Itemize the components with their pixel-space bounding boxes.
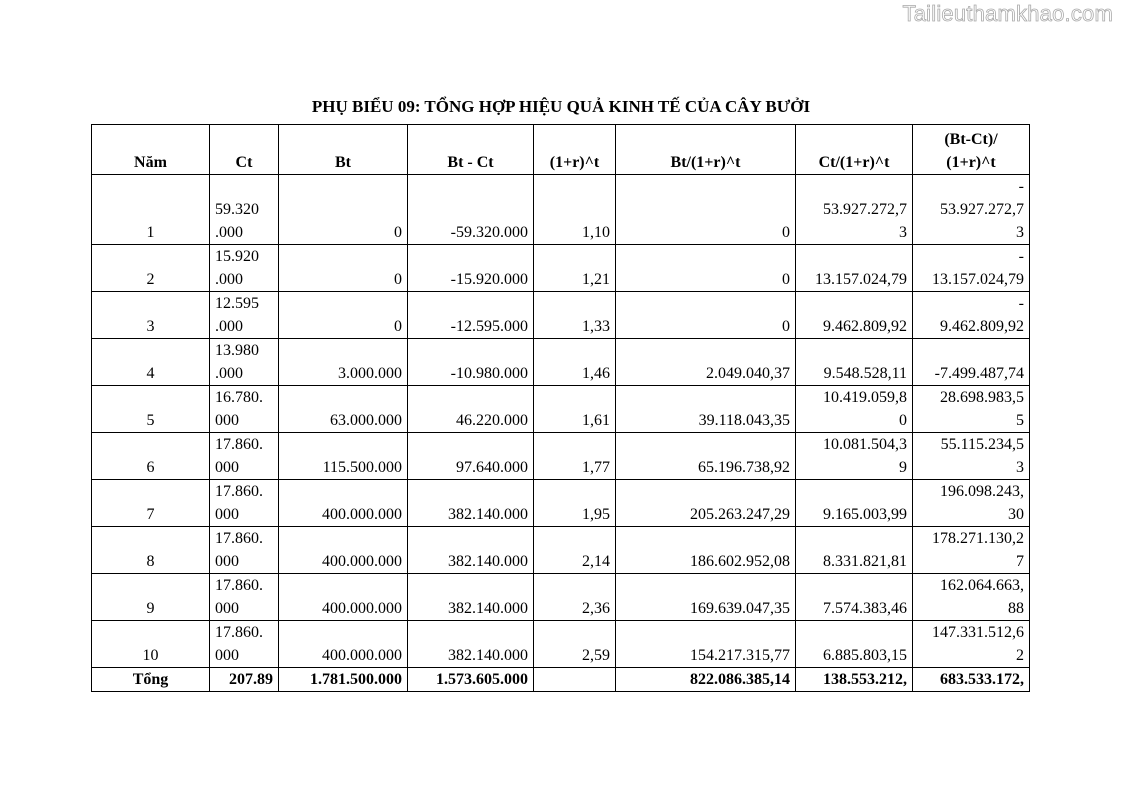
table-row (92, 480, 1030, 527)
cell-bt-discounted: 169.639.047,35 (616, 574, 796, 621)
cell-ct: 12.595 .000 (210, 292, 279, 339)
table-row (92, 527, 1030, 574)
cell-net-discounted: -7.499.487,74 (913, 339, 1030, 386)
cell-year: 10 (92, 621, 210, 668)
cell-bt-discounted: 0 (616, 292, 796, 339)
cell-bt-minus-ct: -10.980.000 (408, 339, 534, 386)
total-bt-discounted: 822.086.385,14 (616, 668, 796, 692)
cell-bt-discounted: 2.049.040,37 (616, 339, 796, 386)
cell-year: 6 (92, 433, 210, 480)
cell-bt-discounted: 39.118.043,35 (616, 386, 796, 433)
cell-year: 9 (92, 574, 210, 621)
header-discount-factor: (1+r)^t (534, 125, 616, 175)
table-row (92, 292, 1030, 339)
cell-discount-factor: 2,36 (534, 574, 616, 621)
total-net-discounted: 683.533.172, (913, 668, 1030, 692)
cell-net-discounted: 178.271.130,2 7 (913, 527, 1030, 574)
cell-ct-discounted: 10.081.504,3 9 (796, 433, 913, 480)
cell-bt-minus-ct: -12.595.000 (408, 292, 534, 339)
cell-year: 2 (92, 245, 210, 292)
table-row (92, 386, 1030, 433)
header-nam: Năm (92, 125, 210, 175)
cell-net-discounted: 147.331.512,6 2 (913, 621, 1030, 668)
cell-bt: 400.000.000 (279, 527, 408, 574)
cell-bt-discounted: 154.217.315,77 (616, 621, 796, 668)
watermark: Tailieuthamkhao.com (902, 1, 1113, 26)
cell-bt-minus-ct: 382.140.000 (408, 527, 534, 574)
table-row (92, 574, 1030, 621)
cell-discount-factor: 1,21 (534, 245, 616, 292)
total-ct: 207.89 (210, 668, 279, 692)
total-bt-minus-ct: 1.573.605.000 (408, 668, 534, 692)
table-row (92, 245, 1030, 292)
cell-ct: 17.860. 000 (210, 527, 279, 574)
cell-ct-discounted: 6.885.803,15 (796, 621, 913, 668)
cell-net-discounted: 162.064.663, 88 (913, 574, 1030, 621)
cell-bt-minus-ct: 46.220.000 (408, 386, 534, 433)
cell-ct-discounted: 9.548.528,11 (796, 339, 913, 386)
cell-bt: 0 (279, 245, 408, 292)
cell-bt: 63.000.000 (279, 386, 408, 433)
cell-bt: 400.000.000 (279, 480, 408, 527)
cell-bt: 400.000.000 (279, 621, 408, 668)
cell-discount-factor: 2,59 (534, 621, 616, 668)
header-row (92, 125, 1030, 175)
cell-ct: 17.860. 000 (210, 621, 279, 668)
cell-net-discounted: 196.098.243, 30 (913, 480, 1030, 527)
table-row (92, 433, 1030, 480)
cell-bt: 0 (279, 175, 408, 245)
cell-discount-factor: 1,61 (534, 386, 616, 433)
cell-bt-minus-ct: -59.320.000 (408, 175, 534, 245)
cell-year: 3 (92, 292, 210, 339)
header-ct: Ct (210, 125, 279, 175)
cell-bt-minus-ct: 382.140.000 (408, 574, 534, 621)
cell-bt-discounted: 65.196.738,92 (616, 433, 796, 480)
header-bt-discounted: Bt/(1+r)^t (616, 125, 796, 175)
cell-year: 5 (92, 386, 210, 433)
cell-ct-discounted: 53.927.272,7 3 (796, 175, 913, 245)
cell-ct-discounted: 13.157.024,79 (796, 245, 913, 292)
cell-ct: 17.860. 000 (210, 433, 279, 480)
cell-bt: 115.500.000 (279, 433, 408, 480)
cell-net-discounted: 28.698.983,5 5 (913, 386, 1030, 433)
cell-discount-factor: 1,33 (534, 292, 616, 339)
cell-ct-discounted: 10.419.059,8 0 (796, 386, 913, 433)
total-label: Tổng (92, 668, 210, 692)
cell-ct-discounted: 7.574.383,46 (796, 574, 913, 621)
cell-ct: 17.860. 000 (210, 480, 279, 527)
cell-ct-discounted: 9.462.809,92 (796, 292, 913, 339)
economic-efficiency-table (91, 124, 1030, 692)
cell-ct-discounted: 8.331.821,81 (796, 527, 913, 574)
cell-ct: 59.320 .000 (210, 175, 279, 245)
header-bt-minus-ct: Bt - Ct (408, 125, 534, 175)
cell-ct: 13.980 .000 (210, 339, 279, 386)
page-title: PHỤ BIỂU 09: TỔNG HỢP HIỆU QUẢ KINH TẾ CỦA CÂY BƯỞI (311, 97, 811, 116)
cell-discount-factor: 2,14 (534, 527, 616, 574)
cell-bt: 0 (279, 292, 408, 339)
total-bt: 1.781.500.000 (279, 668, 408, 692)
cell-net-discounted: - 9.462.809,92 (913, 292, 1030, 339)
total-row (92, 668, 1030, 692)
cell-bt-discounted: 0 (616, 175, 796, 245)
cell-year: 7 (92, 480, 210, 527)
cell-discount-factor: 1,10 (534, 175, 616, 245)
cell-bt: 400.000.000 (279, 574, 408, 621)
cell-net-discounted: - 53.927.272,7 3 (913, 175, 1030, 245)
total-discount-factor (534, 668, 616, 692)
header-bt: Bt (279, 125, 408, 175)
table-row (92, 621, 1030, 668)
header-net-discounted: (Bt-Ct)/ (1+r)^t (913, 125, 1030, 175)
cell-bt-minus-ct: -15.920.000 (408, 245, 534, 292)
cell-bt-discounted: 186.602.952,08 (616, 527, 796, 574)
cell-ct: 16.780. 000 (210, 386, 279, 433)
cell-net-discounted: - 13.157.024,79 (913, 245, 1030, 292)
table-row (92, 175, 1030, 245)
cell-year: 1 (92, 175, 210, 245)
cell-discount-factor: 1,95 (534, 480, 616, 527)
header-ct-discounted: Ct/(1+r)^t (796, 125, 913, 175)
cell-year: 8 (92, 527, 210, 574)
cell-discount-factor: 1,77 (534, 433, 616, 480)
cell-discount-factor: 1,46 (534, 339, 616, 386)
cell-ct-discounted: 9.165.003,99 (796, 480, 913, 527)
cell-bt: 3.000.000 (279, 339, 408, 386)
cell-ct: 15.920 .000 (210, 245, 279, 292)
cell-bt-minus-ct: 382.140.000 (408, 621, 534, 668)
cell-year: 4 (92, 339, 210, 386)
total-ct-discounted: 138.553.212, (796, 668, 913, 692)
cell-ct: 17.860. 000 (210, 574, 279, 621)
cell-bt-discounted: 0 (616, 245, 796, 292)
table-row (92, 339, 1030, 386)
cell-bt-discounted: 205.263.247,29 (616, 480, 796, 527)
cell-bt-minus-ct: 382.140.000 (408, 480, 534, 527)
cell-bt-minus-ct: 97.640.000 (408, 433, 534, 480)
cell-net-discounted: 55.115.234,5 3 (913, 433, 1030, 480)
